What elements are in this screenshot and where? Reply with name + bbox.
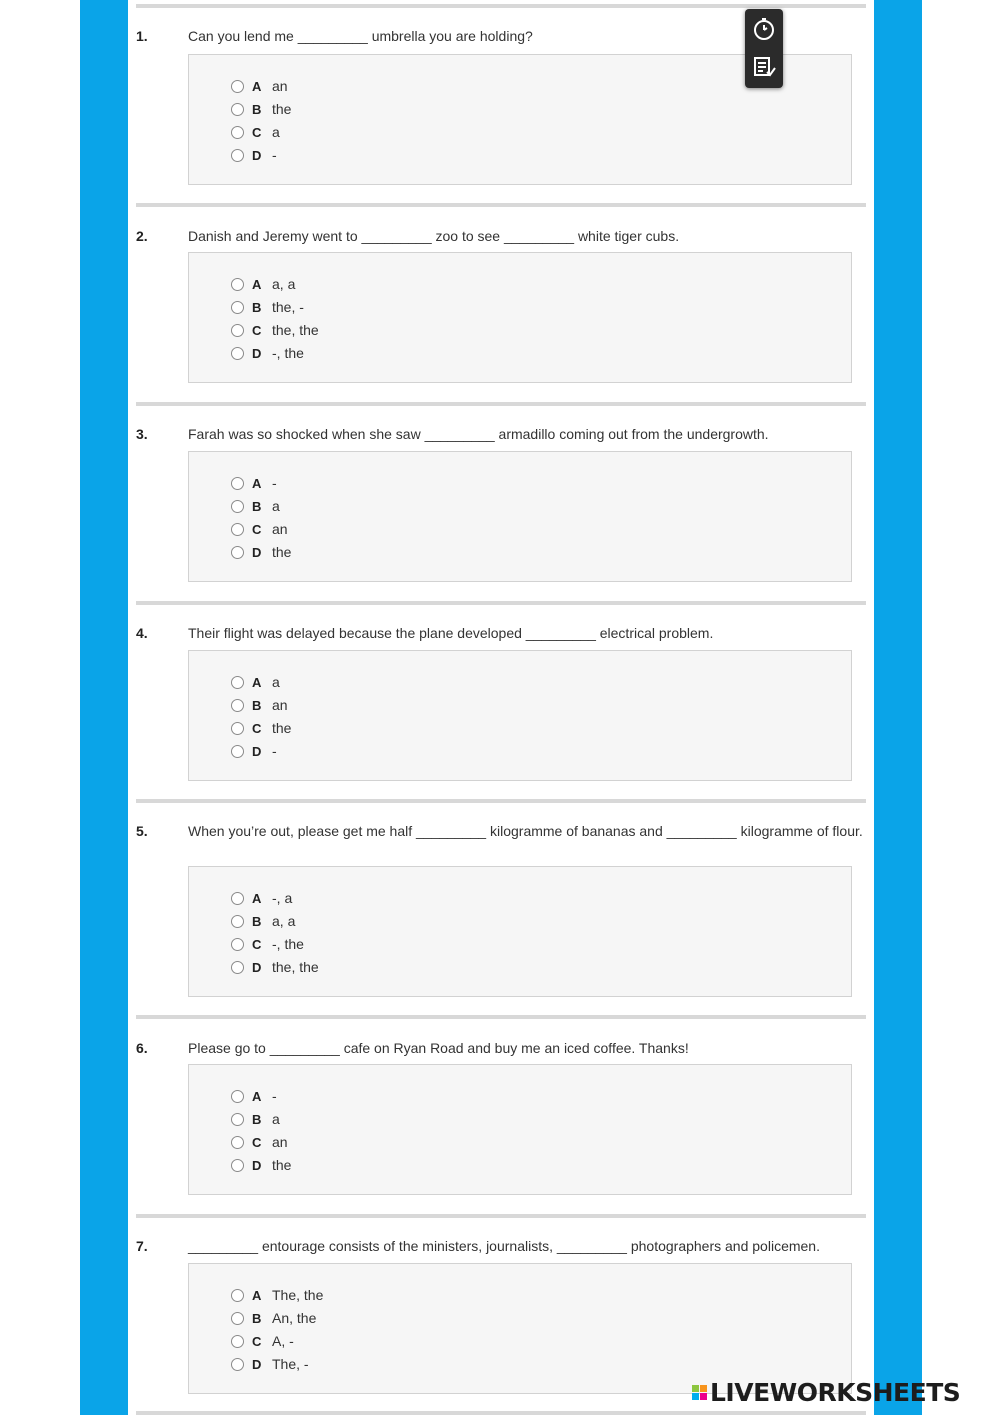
question-number: 4. xyxy=(136,625,148,641)
question-number: 1. xyxy=(136,28,148,44)
option-c[interactable]: C the, the xyxy=(231,322,319,338)
options-panel xyxy=(188,451,852,582)
question-text: Please go to _________ cafe on Ryan Road and buy me an iced coffee. Thanks! xyxy=(188,1040,689,1056)
divider xyxy=(136,203,866,207)
radio-button[interactable] xyxy=(231,1136,244,1149)
option-c[interactable]: C A, - xyxy=(231,1333,294,1349)
timer-icon xyxy=(752,17,776,41)
radio-button[interactable] xyxy=(231,546,244,559)
divider xyxy=(136,4,866,8)
option-c[interactable]: C -, the xyxy=(231,936,304,952)
left-blue-border xyxy=(80,0,128,1415)
options-panel xyxy=(188,650,852,781)
divider xyxy=(136,601,866,605)
brand-square xyxy=(692,1393,699,1400)
divider xyxy=(136,1411,866,1415)
radio-button[interactable] xyxy=(231,126,244,139)
radio-button[interactable] xyxy=(231,149,244,162)
question-text: Danish and Jeremy went to _________ zoo to see _________ white tiger cubs. xyxy=(188,228,680,244)
options-panel xyxy=(188,252,852,383)
option-b[interactable]: B the xyxy=(231,101,291,117)
option-a[interactable]: A a xyxy=(231,674,280,690)
checklist-button[interactable] xyxy=(749,52,779,82)
brand-square xyxy=(700,1393,707,1400)
radio-button[interactable] xyxy=(231,676,244,689)
question-number: 6. xyxy=(136,1040,148,1056)
radio-button[interactable] xyxy=(231,892,244,905)
right-blue-border xyxy=(874,0,922,1415)
option-c[interactable]: C an xyxy=(231,521,288,537)
divider xyxy=(136,402,866,406)
option-a[interactable]: A an xyxy=(231,78,288,94)
radio-button[interactable] xyxy=(231,915,244,928)
question-number: 3. xyxy=(136,426,148,442)
radio-button[interactable] xyxy=(231,301,244,314)
radio-button[interactable] xyxy=(231,347,244,360)
option-d[interactable]: D The, - xyxy=(231,1356,309,1372)
brand-text: LIVEWORKSHEETS xyxy=(710,1377,961,1407)
timer-button[interactable] xyxy=(749,14,779,44)
question-number: 5. xyxy=(136,823,148,839)
option-d[interactable]: D the xyxy=(231,544,291,560)
radio-button[interactable] xyxy=(231,278,244,291)
radio-button[interactable] xyxy=(231,961,244,974)
options-panel xyxy=(188,866,852,997)
option-c[interactable]: C a xyxy=(231,124,280,140)
question-text: Their flight was delayed because the plane developed _________ electrical problem. xyxy=(188,625,714,641)
radio-button[interactable] xyxy=(231,1289,244,1302)
option-a[interactable]: A -, a xyxy=(231,890,292,906)
radio-button[interactable] xyxy=(231,1358,244,1371)
radio-button[interactable] xyxy=(231,103,244,116)
option-b[interactable]: B an xyxy=(231,697,288,713)
radio-button[interactable] xyxy=(231,745,244,758)
brand-square xyxy=(700,1385,707,1392)
question-number: 7. xyxy=(136,1238,148,1254)
radio-button[interactable] xyxy=(231,523,244,536)
brand-logo xyxy=(692,1374,992,1410)
worksheet xyxy=(128,0,874,1415)
radio-button[interactable] xyxy=(231,80,244,93)
radio-button[interactable] xyxy=(231,1312,244,1325)
divider xyxy=(136,799,866,803)
brand-square xyxy=(692,1385,699,1392)
radio-button[interactable] xyxy=(231,1335,244,1348)
radio-button[interactable] xyxy=(231,324,244,337)
option-a[interactable]: A - xyxy=(231,1088,277,1104)
option-b[interactable]: B An, the xyxy=(231,1310,316,1326)
radio-button[interactable] xyxy=(231,699,244,712)
question-number: 2. xyxy=(136,228,148,244)
option-a[interactable]: A - xyxy=(231,475,277,491)
radio-button[interactable] xyxy=(231,722,244,735)
radio-button[interactable] xyxy=(231,1090,244,1103)
radio-button[interactable] xyxy=(231,1113,244,1126)
option-d[interactable]: D the xyxy=(231,1157,291,1173)
radio-button[interactable] xyxy=(231,477,244,490)
radio-button[interactable] xyxy=(231,1159,244,1172)
question-text: Can you lend me _________ umbrella you are holding? xyxy=(188,28,533,44)
option-d[interactable]: D -, the xyxy=(231,345,304,361)
option-c[interactable]: C the xyxy=(231,720,291,736)
option-b[interactable]: B the, - xyxy=(231,299,304,315)
radio-button[interactable] xyxy=(231,500,244,513)
option-b[interactable]: B a xyxy=(231,1111,280,1127)
option-a[interactable]: A a, a xyxy=(231,276,295,292)
floating-toolbar xyxy=(745,9,783,88)
option-d[interactable]: D the, the xyxy=(231,959,319,975)
option-b[interactable]: B a, a xyxy=(231,913,295,929)
brand-mark xyxy=(692,1385,707,1400)
option-d[interactable]: D - xyxy=(231,147,277,163)
option-d[interactable]: D - xyxy=(231,743,277,759)
question-text: Farah was so shocked when she saw _________ armadillo coming out from the undergrowth. xyxy=(188,426,769,442)
divider xyxy=(136,1214,866,1218)
checklist-icon xyxy=(752,55,776,79)
radio-button[interactable] xyxy=(231,938,244,951)
option-c[interactable]: C an xyxy=(231,1134,288,1150)
option-b[interactable]: B a xyxy=(231,498,280,514)
options-panel xyxy=(188,1064,852,1195)
question-text: _________ entourage consists of the ministers, journalists, _________ photographers and policemen. xyxy=(188,1238,820,1254)
question-text: When you’re out, please get me half _________ kilogramme of bananas and _________ kilogramme of flour. xyxy=(188,823,863,839)
option-a[interactable]: A The, the xyxy=(231,1287,323,1303)
divider xyxy=(136,1015,866,1019)
